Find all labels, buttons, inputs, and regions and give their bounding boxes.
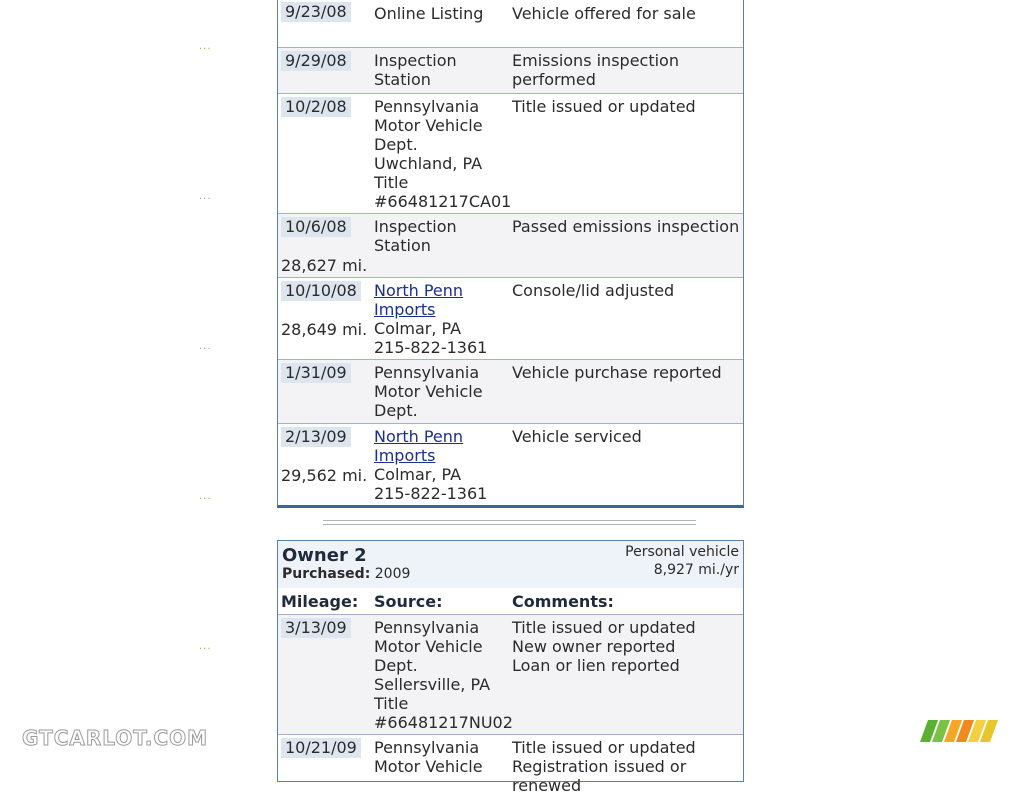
decor-dots: ··· bbox=[199, 44, 212, 55]
section-divider bbox=[323, 524, 696, 525]
record-comments: Vehicle offered for sale bbox=[512, 4, 696, 23]
record-date: 10/10/08 bbox=[281, 281, 361, 301]
table-row bbox=[278, 734, 743, 795]
record-source: North Penn Imports Colmar, PA 215-822-1361 bbox=[374, 281, 488, 357]
owner2-history-table bbox=[277, 540, 744, 795]
record-comments: Vehicle serviced bbox=[512, 427, 642, 446]
col-source: Source: bbox=[374, 592, 443, 611]
record-odometer: 29,562 mi. bbox=[281, 466, 368, 485]
record-odometer: 28,649 mi. bbox=[281, 320, 368, 339]
record-source: Pennsylvania Motor Vehicle Dept. Uwchland, PA Title #66481217CA01 bbox=[374, 97, 512, 211]
record-comments: Title issued or updated New owner reported Loan or lien reported bbox=[512, 618, 696, 675]
decor-dots: ··· bbox=[199, 194, 212, 205]
site-watermark: GTCARLOT.COM bbox=[22, 726, 209, 750]
record-source: Pennsylvania Motor Vehicle bbox=[374, 738, 483, 776]
dealer-link[interactable]: North Penn Imports bbox=[374, 281, 464, 319]
record-comments: Title issued or updated Registration issued or renewed bbox=[512, 738, 696, 795]
record-date: 1/31/09 bbox=[281, 363, 351, 383]
table-row bbox=[278, 0, 743, 47]
record-source: North Penn Imports Colmar, PA 215-822-1361 bbox=[374, 427, 488, 503]
owner-header bbox=[278, 541, 743, 589]
col-comments: Comments: bbox=[512, 592, 614, 611]
dealer-link[interactable]: North Penn Imports bbox=[374, 427, 464, 465]
record-date: 9/23/08 bbox=[281, 2, 351, 22]
record-comments: Console/lid adjusted bbox=[512, 281, 675, 300]
record-comments: Passed emissions inspection bbox=[512, 217, 740, 236]
owner1-history-table bbox=[277, 0, 744, 508]
table-row bbox=[278, 213, 743, 278]
record-comments: Title issued or updated bbox=[512, 97, 696, 116]
owner-title: Owner 2 bbox=[282, 545, 367, 566]
record-source: Inspection Station bbox=[374, 51, 457, 89]
vehicle-use-type: Personal vehicle bbox=[625, 544, 739, 560]
miles-per-year: 8,927 mi./yr bbox=[653, 562, 739, 578]
table-row bbox=[278, 359, 743, 424]
table-row bbox=[278, 47, 743, 94]
section-divider bbox=[323, 520, 696, 521]
record-source: Pennsylvania Motor Vehicle Dept. Sellersville, PA Title #66481217NU02 bbox=[374, 618, 513, 732]
record-comments: Vehicle purchase reported bbox=[512, 363, 722, 382]
purchased-info: Purchased: 2009 bbox=[282, 566, 411, 582]
table-row bbox=[278, 423, 743, 506]
record-source: Inspection Station bbox=[374, 217, 457, 255]
decor-dots: ··· bbox=[199, 494, 212, 505]
record-date: 10/6/08 bbox=[281, 217, 351, 237]
record-source: Online Listing bbox=[374, 4, 484, 23]
record-source: Pennsylvania Motor Vehicle Dept. bbox=[374, 363, 483, 420]
table-row bbox=[278, 277, 743, 360]
brand-stripes-logo bbox=[920, 720, 998, 742]
decor-dots: ··· bbox=[199, 344, 212, 355]
table-row bbox=[278, 93, 743, 214]
record-date: 9/29/08 bbox=[281, 51, 351, 71]
record-date: 3/13/09 bbox=[281, 618, 351, 638]
record-date: 10/2/08 bbox=[281, 97, 351, 117]
record-odometer: 28,627 mi. bbox=[281, 256, 368, 275]
record-comments: Emissions inspection performed bbox=[512, 51, 679, 89]
table-row bbox=[278, 615, 743, 734]
decor-dots: ··· bbox=[199, 644, 212, 655]
col-mileage: Mileage: bbox=[281, 592, 359, 611]
record-date: 2/13/09 bbox=[281, 427, 351, 447]
record-date: 10/21/09 bbox=[281, 738, 361, 758]
column-headers bbox=[278, 588, 743, 615]
